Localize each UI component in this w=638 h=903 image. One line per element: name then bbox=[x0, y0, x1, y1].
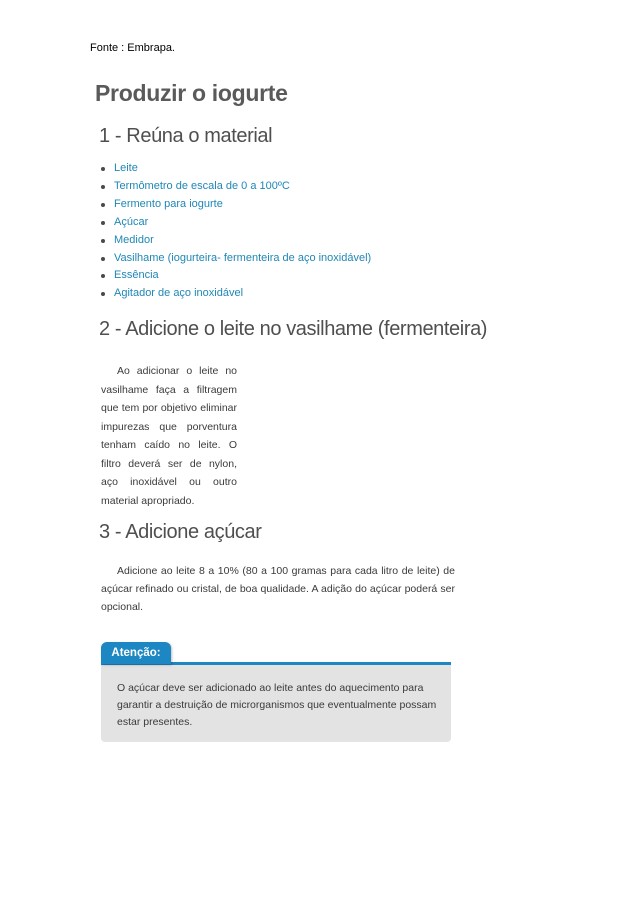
list-item-label: Leite bbox=[114, 162, 138, 174]
bullet-icon bbox=[101, 167, 105, 171]
list-item-label: Fermento para iogurte bbox=[114, 197, 223, 210]
list-item bbox=[101, 196, 371, 214]
page-title: Produzir o iogurte bbox=[95, 80, 288, 106]
bullet-icon bbox=[101, 257, 105, 261]
bullet-icon bbox=[101, 274, 105, 278]
attention-box bbox=[101, 662, 451, 742]
list-item bbox=[101, 267, 371, 285]
list-item bbox=[101, 214, 371, 232]
attention-label: Atenção: bbox=[101, 642, 171, 664]
source-caption: Fonte : Embrapa. bbox=[90, 42, 175, 54]
list-item bbox=[101, 250, 371, 268]
list-item-label: Medidor bbox=[114, 233, 154, 246]
attention-text: O açúcar deve ser adicionado ao leite antes do aquecimento para garantir a destruição de microrganismos que eventualmente possam estar presentes. bbox=[117, 682, 437, 728]
list-item bbox=[101, 178, 371, 196]
list-item-label: Essência bbox=[114, 269, 159, 282]
bullet-icon bbox=[101, 221, 105, 225]
bullet-icon bbox=[101, 292, 105, 296]
section-heading-3: 3 - Adicione açúcar bbox=[99, 521, 262, 543]
material-list bbox=[101, 160, 371, 303]
bullet-icon bbox=[101, 239, 105, 243]
list-item bbox=[101, 285, 371, 303]
section-3-paragraph: Adicione ao leite 8 a 10% (80 a 100 gramas para cada litro de leite) de açúcar refinado ou cristal, de boa qualidade. A adição do açúcar poderá ser opcional. bbox=[101, 565, 455, 613]
section-heading-1: 1 - Reúna o material bbox=[99, 125, 273, 147]
section-heading-2: 2 - Adicione o leite no vasilhame (fermenteira) bbox=[99, 318, 488, 340]
list-item bbox=[101, 160, 371, 178]
bullet-icon bbox=[101, 185, 105, 189]
list-item bbox=[101, 232, 371, 250]
bullet-icon bbox=[101, 203, 105, 207]
list-item-label: Agitador de aço inoxidável bbox=[114, 287, 244, 300]
list-item-label: Vasilhame (iogurteira- fermenteira de aço inoxidável) bbox=[114, 251, 372, 264]
list-item-label: Açúcar bbox=[114, 215, 149, 228]
list-item-label: Termômetro de escala de 0 a 100ºC bbox=[114, 179, 290, 192]
section-2-paragraph: Ao adicionar o leite no vasilhame faça a filtragem que tem por objetivo eliminar impurezas que porventura tenham caído no leite. O filtro deverá ser de nylon, aço inoxidável ou outro material apropriado. bbox=[101, 365, 237, 507]
